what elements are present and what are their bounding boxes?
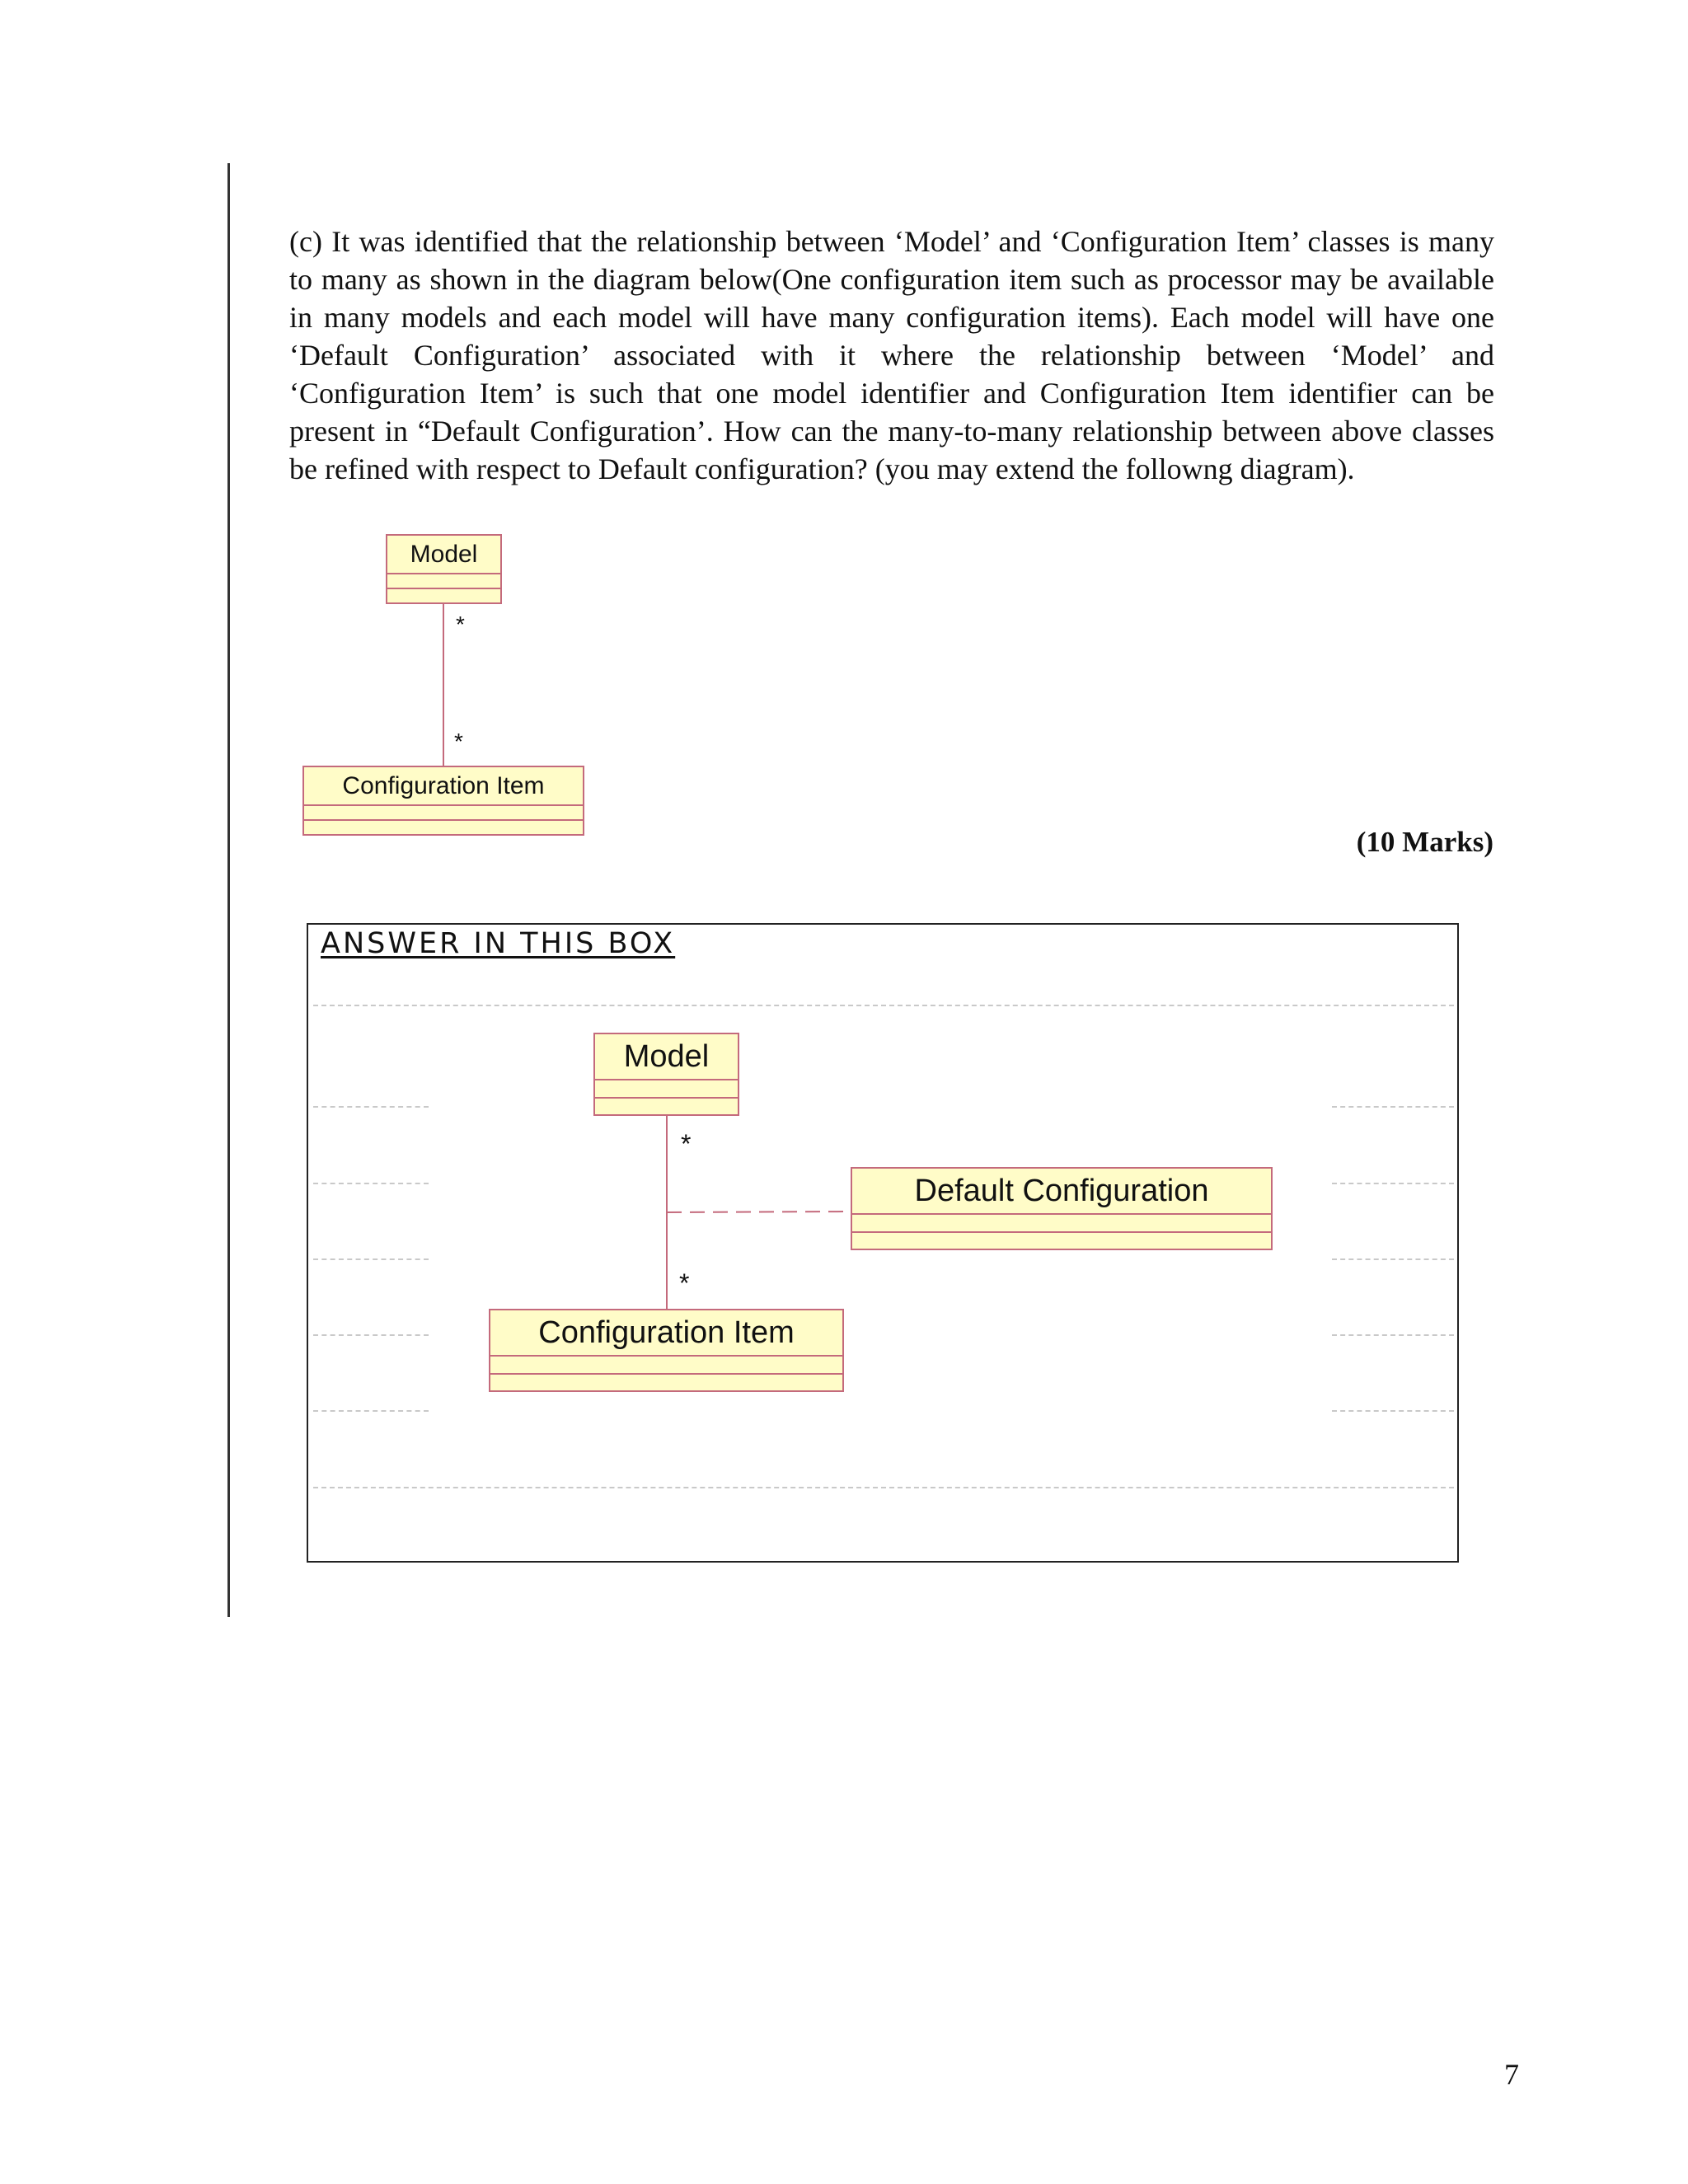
guide-line [313, 1106, 429, 1108]
class-name: Model [387, 536, 500, 574]
operations-compartment [852, 1233, 1271, 1249]
question-multiplicity-bottom: * [454, 729, 463, 754]
answer-class-configuration-item [489, 1309, 844, 1392]
answer-class-model [593, 1033, 739, 1116]
guide-line [313, 1183, 429, 1184]
guide-line [313, 1334, 429, 1336]
attributes-compartment [852, 1215, 1271, 1233]
class-name: Model [595, 1034, 738, 1080]
guide-line [1332, 1258, 1454, 1260]
guide-line [1332, 1410, 1454, 1412]
attributes-compartment [490, 1357, 842, 1375]
attributes-compartment [304, 806, 583, 821]
guide-line [313, 1005, 1454, 1006]
answer-heading: ANSWER IN THIS BOX [321, 927, 676, 960]
answer-multiplicity-bottom: * [679, 1268, 690, 1298]
operations-compartment [490, 1375, 842, 1391]
answer-multiplicity-top: * [681, 1129, 692, 1159]
operations-compartment [304, 821, 583, 834]
question-multiplicity-top: * [456, 612, 465, 637]
answer-class-default-configuration [851, 1167, 1273, 1250]
question-text: (c) It was identified that the relationship between ‘Model’ and ‘Configuration Item’ classes is many to many as shown in the diagram below(One configuration item such as processor may be available in many models and each model will have many configuration items). Each model will have one ‘Default Configuration’ associated with it where the relationship between ‘Model’ and ‘Configuration Item’ is such that one model identifier and Configuration Item identifier can be present in “Default Configuration’. How can the many-to-many relationship between above classes be refined with respect to Default configuration? (you may extend the followng diagram). [289, 225, 1494, 485]
class-name: Configuration Item [490, 1310, 842, 1357]
guide-line [313, 1410, 429, 1412]
guide-line [1332, 1183, 1454, 1184]
attributes-compartment [387, 574, 500, 589]
page-number: 7 [1504, 2058, 1519, 2091]
guide-line [313, 1258, 429, 1260]
operations-compartment [387, 589, 500, 602]
guide-line [1332, 1106, 1454, 1108]
operations-compartment [595, 1099, 738, 1115]
marks-label: (10 Marks) [1356, 826, 1493, 858]
question-class-model [386, 534, 502, 604]
question-class-configuration-item [302, 766, 584, 836]
class-name: Configuration Item [304, 767, 583, 806]
guide-line [1332, 1334, 1454, 1336]
attributes-compartment [595, 1080, 738, 1099]
class-name: Default Configuration [852, 1169, 1271, 1215]
guide-line [313, 1487, 1454, 1488]
